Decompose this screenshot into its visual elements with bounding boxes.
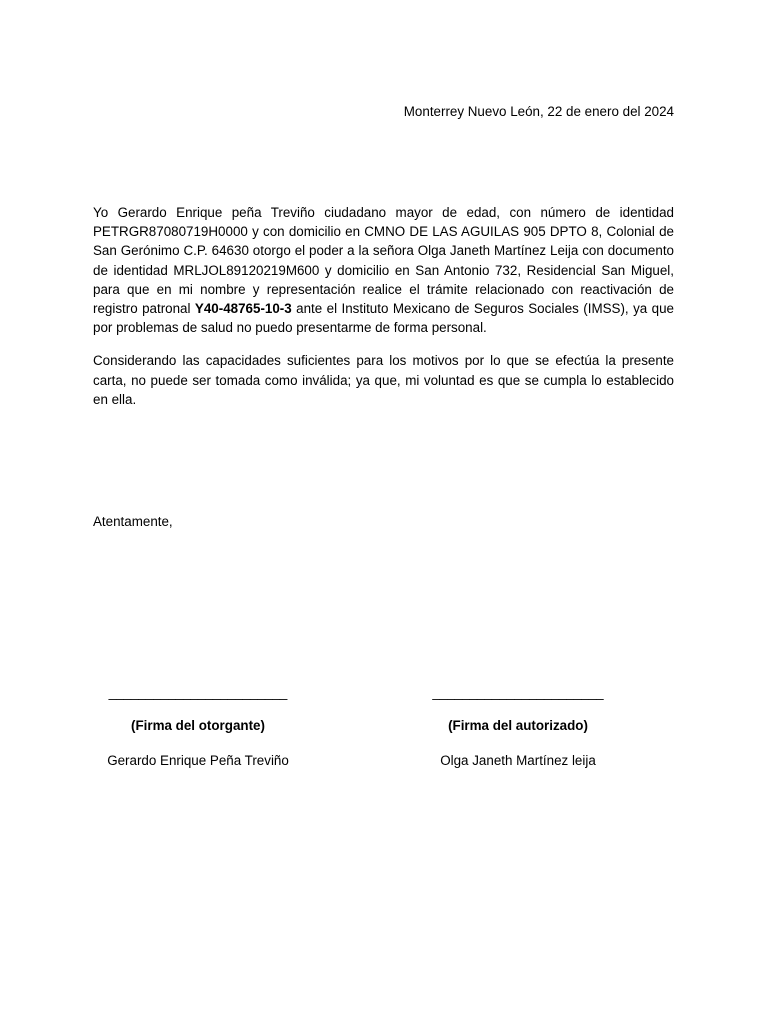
letter-body — [93, 203, 674, 423]
authorized-signature-block — [420, 683, 616, 770]
grantor-signature-caption: (Firma del otorgante) — [131, 718, 265, 733]
grantor-signature-block — [100, 683, 296, 770]
paragraph1-text-end: ante el Instituto Mexicano de Seguros Sociales (IMSS), ya que por problemas de salud no puedo presentarme de forma personal. — [93, 301, 675, 336]
grantor-name: Gerardo Enrique Peña Treviño — [107, 753, 289, 768]
paragraph1-text-start: Yo Gerardo Enrique peña Treviño ciudadano mayor de edad, con número de identidad PETRGR87080719H0000 y con domicilio en CMNO DE LAS AGUILAS 905 DPTO 8, Colonial de San Gerónimo C.P. 64630 otorgo el poder a la señora Olga Janeth Martínez Leija con documento de identidad MRLJOL89120219M600 y domicilio en San Antonio 732, Residencial San Miguel, para que en mi nombre y representación realice el trámite relacionado con reactivación de registro patronal — [93, 205, 674, 317]
closing-salutation: Atentamente, — [93, 514, 173, 529]
paragraph-power-of-attorney — [93, 203, 674, 337]
authorized-name: Olga Janeth Martínez leija — [440, 753, 596, 768]
place-date: Monterrey Nuevo León, 22 de enero del 2024 — [403, 104, 674, 119]
paragraph-validity: Considerando las capacidades suficientes para los motivos por lo que se efectúa la presente carta, no puede ser tomada como inválida; ya que, mi voluntad es que se cumpla lo establecido en ella. — [93, 353, 674, 407]
authorized-signature-caption: (Firma del autorizado) — [448, 718, 588, 733]
authorized-signature-line: _______________________ — [432, 685, 604, 700]
employer-registration-number: Y40-48765-10-3 — [194, 301, 292, 317]
grantor-signature-line: ________________________ — [108, 685, 288, 700]
